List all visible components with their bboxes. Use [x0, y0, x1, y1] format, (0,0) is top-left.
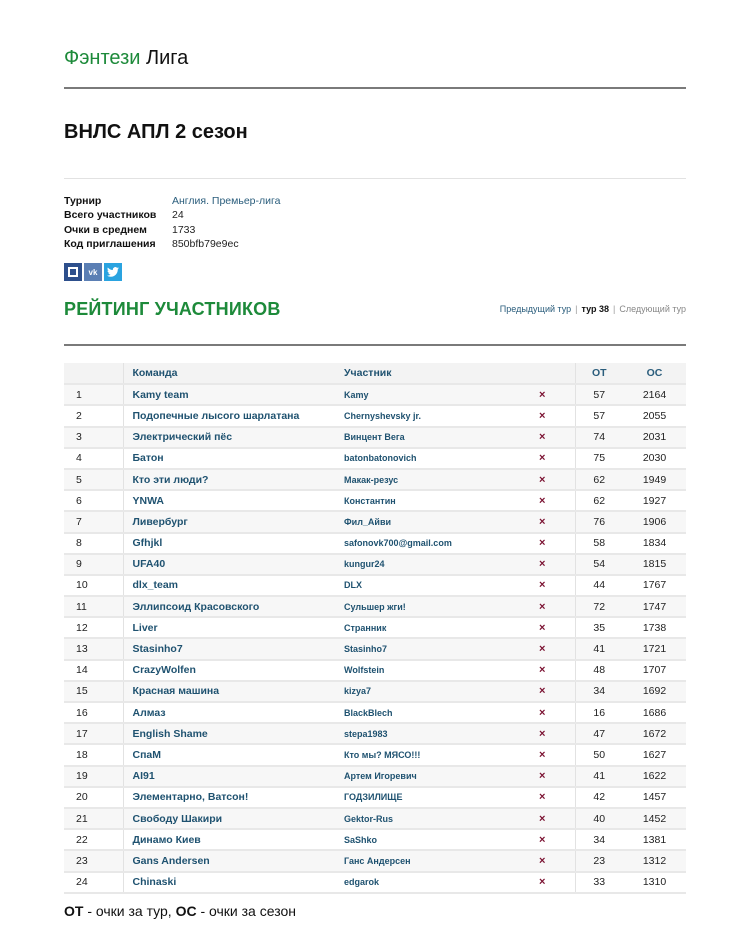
invite-code: 850bfb79e9ec — [172, 237, 239, 250]
tour-points-cell: 34 — [575, 681, 623, 702]
participant-link[interactable]: Ганс Андерсен — [344, 850, 539, 871]
participant-link[interactable]: Винцент Вега — [344, 427, 539, 448]
participant-link[interactable]: kizya7 — [344, 681, 539, 702]
col-user[interactable]: Участник — [344, 363, 539, 384]
table-row — [64, 617, 686, 638]
table-row — [64, 681, 686, 702]
rank-cell: 10 — [64, 575, 123, 596]
season-points-cell: 1457 — [623, 787, 686, 808]
share-buttons — [64, 263, 122, 281]
participant-link[interactable]: Константин — [344, 490, 539, 511]
tour-points-cell: 58 — [575, 533, 623, 554]
remove-icon[interactable]: × — [539, 744, 575, 765]
participant-link[interactable]: batonbatonovich — [344, 448, 539, 469]
tour-points-cell: 34 — [575, 829, 623, 850]
season-points-cell: 1310 — [623, 872, 686, 893]
table-row — [64, 490, 686, 511]
rank-cell: 8 — [64, 533, 123, 554]
team-name-link[interactable]: dlx_team — [123, 575, 344, 596]
legend-os-abbr: ОС — [175, 903, 197, 919]
remove-icon[interactable]: × — [539, 872, 575, 893]
team-name-link[interactable]: UFA40 — [123, 554, 344, 575]
tour-navigation — [500, 304, 686, 314]
legend-ot-abbr: ОТ — [64, 903, 84, 919]
col-remove — [539, 363, 575, 384]
rank-cell: 12 — [64, 617, 123, 638]
participant-link[interactable]: stepa1983 — [344, 723, 539, 744]
season-points-cell: 1834 — [623, 533, 686, 554]
team-name-link[interactable]: Kamy team — [123, 384, 344, 405]
table-header-row — [64, 363, 686, 384]
team-name-link[interactable]: Динамо Киев — [123, 829, 344, 850]
team-name-link[interactable]: CrazyWolfen — [123, 660, 344, 681]
season-points-cell: 1707 — [623, 660, 686, 681]
rank-cell: 24 — [64, 872, 123, 893]
team-name-link[interactable]: Элементарно, Ватсон! — [123, 787, 344, 808]
tour-points-cell: 33 — [575, 872, 623, 893]
participant-link[interactable]: DLX — [344, 575, 539, 596]
league-info — [64, 194, 280, 251]
season-points-cell: 2030 — [623, 448, 686, 469]
participant-link[interactable]: BlackBlech — [344, 702, 539, 723]
current-tour: тур 38 — [581, 304, 609, 314]
remove-icon[interactable]: × — [539, 575, 575, 596]
season-points-cell: 1622 — [623, 766, 686, 787]
participant-link[interactable]: edgarok — [344, 872, 539, 893]
participant-link[interactable]: safonovk700@gmail.com — [344, 533, 539, 554]
team-name-link[interactable]: Электрический пёс — [123, 427, 344, 448]
rank-cell: 6 — [64, 490, 123, 511]
facebook-share-button[interactable] — [64, 263, 82, 281]
table-row — [64, 744, 686, 765]
participant-link[interactable]: Фил_Айви — [344, 511, 539, 532]
info-row-tournament — [64, 194, 280, 208]
rank-cell: 21 — [64, 808, 123, 829]
previous-tour-link[interactable]: Предыдущий тур — [499, 304, 572, 314]
remove-icon[interactable]: × — [539, 596, 575, 617]
table-row — [64, 575, 686, 596]
brand-green-text: Фэнтези — [64, 47, 141, 69]
rank-cell: 11 — [64, 596, 123, 617]
col-rank — [64, 363, 123, 384]
rank-cell: 9 — [64, 554, 123, 575]
rank-cell: 13 — [64, 638, 123, 659]
remove-icon[interactable]: × — [539, 490, 575, 511]
participant-link[interactable]: Gektor-Rus — [344, 808, 539, 829]
tour-points-cell: 72 — [575, 596, 623, 617]
remove-icon[interactable]: × — [539, 405, 575, 426]
rank-cell: 17 — [64, 723, 123, 744]
team-name-link[interactable]: Gfhjkl — [123, 533, 344, 554]
team-name-link[interactable]: Алмаз — [123, 702, 344, 723]
table-row — [64, 533, 686, 554]
remove-icon[interactable]: × — [539, 723, 575, 744]
season-points-cell: 1767 — [623, 575, 686, 596]
season-points-cell: 2031 — [623, 427, 686, 448]
remove-icon[interactable]: × — [539, 808, 575, 829]
info-label: Код приглашения — [64, 237, 156, 250]
participant-link[interactable]: ГОДЗИЛИЩЕ — [344, 787, 539, 808]
info-label: Турнир — [64, 195, 102, 207]
rank-cell: 14 — [64, 660, 123, 681]
remove-icon[interactable]: × — [539, 638, 575, 659]
remove-icon[interactable]: × — [539, 617, 575, 638]
info-value: 24 — [172, 209, 184, 222]
info-label: Очки в среднем — [64, 223, 147, 236]
col-ot[interactable]: ОТ — [575, 363, 623, 384]
tour-points-cell: 41 — [575, 638, 623, 659]
team-name-link[interactable]: Красная машина — [123, 681, 344, 702]
table-row — [64, 808, 686, 829]
participant-link[interactable]: Wolfstein — [344, 660, 539, 681]
table-row — [64, 829, 686, 850]
info-row-average — [64, 223, 280, 237]
rank-cell: 5 — [64, 469, 123, 490]
remove-icon[interactable]: × — [539, 511, 575, 532]
facebook-icon — [68, 267, 78, 277]
table-row — [64, 638, 686, 659]
remove-icon[interactable]: × — [539, 448, 575, 469]
participant-link[interactable]: Странник — [344, 617, 539, 638]
season-points-cell: 1672 — [623, 723, 686, 744]
participant-link[interactable]: Stasinho7 — [344, 638, 539, 659]
nav-separator: | — [575, 304, 578, 314]
table-row — [64, 702, 686, 723]
tour-points-cell: 76 — [575, 511, 623, 532]
info-row-participants — [64, 208, 280, 222]
team-name-link[interactable]: СпаМ — [123, 744, 344, 765]
tour-points-cell: 47 — [575, 723, 623, 744]
table-row — [64, 427, 686, 448]
table-row — [64, 405, 686, 426]
info-value: 1733 — [172, 223, 196, 236]
team-name-link[interactable]: English Shame — [123, 723, 344, 744]
team-name-link[interactable]: Кто эти люди? — [123, 469, 344, 490]
team-name-link[interactable]: Chinaski — [123, 872, 344, 893]
remove-icon[interactable]: × — [539, 660, 575, 681]
team-name-link[interactable]: Liver — [123, 617, 344, 638]
tour-points-cell: 54 — [575, 554, 623, 575]
remove-icon[interactable]: × — [539, 787, 575, 808]
tour-points-cell: 62 — [575, 469, 623, 490]
tour-points-cell: 57 — [575, 405, 623, 426]
remove-icon[interactable]: × — [539, 766, 575, 787]
season-points-cell: 1906 — [623, 511, 686, 532]
tour-points-cell: 57 — [575, 384, 623, 405]
season-points-cell: 1452 — [623, 808, 686, 829]
season-points-cell: 1738 — [623, 617, 686, 638]
tour-points-cell: 75 — [575, 448, 623, 469]
team-name-link[interactable]: Ливербург — [123, 511, 344, 532]
table-row — [64, 448, 686, 469]
season-points-cell: 1927 — [623, 490, 686, 511]
rank-cell: 1 — [64, 384, 123, 405]
remove-icon[interactable]: × — [539, 384, 575, 405]
remove-icon[interactable]: × — [539, 427, 575, 448]
tour-points-cell: 41 — [575, 766, 623, 787]
remove-icon[interactable]: × — [539, 533, 575, 554]
season-points-cell: 1721 — [623, 638, 686, 659]
season-points-cell: 1381 — [623, 829, 686, 850]
remove-icon[interactable]: × — [539, 469, 575, 490]
rank-cell: 20 — [64, 787, 123, 808]
season-points-cell: 1686 — [623, 702, 686, 723]
tour-points-cell: 35 — [575, 617, 623, 638]
points-legend — [64, 903, 296, 919]
tournament-link[interactable]: Англия. Премьер-лига — [172, 195, 281, 207]
participant-link[interactable]: Кто мы? МЯСО!!! — [344, 744, 539, 765]
nav-separator: | — [613, 304, 616, 314]
remove-icon[interactable]: × — [539, 829, 575, 850]
team-name-link[interactable]: Эллипсоид Красовского — [123, 596, 344, 617]
season-points-cell: 1949 — [623, 469, 686, 490]
participant-link[interactable]: SaShko — [344, 829, 539, 850]
table-row — [64, 660, 686, 681]
vk-icon: vk — [88, 267, 98, 277]
vk-share-button[interactable] — [84, 263, 102, 281]
tour-points-cell: 50 — [575, 744, 623, 765]
rank-cell: 7 — [64, 511, 123, 532]
participant-link[interactable]: Сульшер жги! — [344, 596, 539, 617]
tour-points-cell: 40 — [575, 808, 623, 829]
rating-divider — [64, 344, 686, 346]
rank-cell: 3 — [64, 427, 123, 448]
team-name-link[interactable]: Подопечные лысого шарлатана — [123, 405, 344, 426]
season-points-cell: 2055 — [623, 405, 686, 426]
rank-cell: 19 — [64, 766, 123, 787]
team-name-link[interactable]: AI91 — [123, 766, 344, 787]
rating-title: РЕЙТИНГ УЧАСТНИКОВ — [64, 299, 281, 319]
rank-cell: 23 — [64, 850, 123, 871]
tour-points-cell: 74 — [575, 427, 623, 448]
team-name-link[interactable]: Gans Andersen — [123, 850, 344, 871]
remove-icon[interactable]: × — [539, 554, 575, 575]
table-row — [64, 384, 686, 405]
info-label: Всего участников — [64, 209, 157, 222]
team-name-link[interactable]: Свободу Шакири — [123, 808, 344, 829]
season-points-cell: 1692 — [623, 681, 686, 702]
info-row-invite-code — [64, 237, 280, 251]
season-points-cell: 2164 — [623, 384, 686, 405]
site-logo[interactable] — [64, 47, 188, 70]
rank-cell: 18 — [64, 744, 123, 765]
table-row — [64, 766, 686, 787]
brand-black-text: Лига — [145, 47, 189, 69]
twitter-icon — [107, 267, 119, 277]
table-row — [64, 511, 686, 532]
col-os[interactable]: ОС — [623, 363, 686, 384]
team-name-link[interactable]: YNWA — [123, 490, 344, 511]
team-name-link[interactable]: Батон — [123, 448, 344, 469]
header-divider — [64, 87, 686, 89]
league-title: ВНЛС АПЛ 2 сезон — [64, 121, 248, 143]
participant-link[interactable]: kungur24 — [344, 554, 539, 575]
rank-cell: 16 — [64, 702, 123, 723]
legend-ot-text: - очки за тур, — [83, 903, 176, 919]
rank-cell: 2 — [64, 405, 123, 426]
season-points-cell: 1747 — [623, 596, 686, 617]
season-points-cell: 1627 — [623, 744, 686, 765]
table-row — [64, 723, 686, 744]
table-row — [64, 787, 686, 808]
tour-points-cell: 44 — [575, 575, 623, 596]
participant-link[interactable]: Chernyshevsky jr. — [344, 405, 539, 426]
participant-link[interactable]: Артем Игоревич — [344, 766, 539, 787]
tour-points-cell: 16 — [575, 702, 623, 723]
title-divider — [64, 178, 686, 179]
table-row — [64, 596, 686, 617]
participant-link[interactable]: Макак-резус — [344, 469, 539, 490]
tour-points-cell: 23 — [575, 850, 623, 871]
table-row — [64, 872, 686, 893]
table-row — [64, 469, 686, 490]
season-points-cell: 1312 — [623, 850, 686, 871]
col-team[interactable]: Команда — [123, 363, 344, 384]
next-tour-link[interactable]: Следующий тур — [619, 304, 686, 314]
season-points-cell: 1815 — [623, 554, 686, 575]
twitter-share-button[interactable] — [104, 263, 122, 281]
tour-points-cell: 42 — [575, 787, 623, 808]
table-row — [64, 850, 686, 871]
remove-icon[interactable]: × — [539, 681, 575, 702]
table-row — [64, 554, 686, 575]
remove-icon[interactable]: × — [539, 850, 575, 871]
rank-cell: 4 — [64, 448, 123, 469]
tour-points-cell: 62 — [575, 490, 623, 511]
remove-icon[interactable]: × — [539, 702, 575, 723]
team-name-link[interactable]: Stasinho7 — [123, 638, 344, 659]
legend-os-text: - очки за сезон — [196, 903, 296, 919]
rating-table — [64, 363, 686, 894]
rank-cell: 22 — [64, 829, 123, 850]
tour-points-cell: 48 — [575, 660, 623, 681]
participant-link[interactable]: Kamy — [344, 384, 539, 405]
rank-cell: 15 — [64, 681, 123, 702]
